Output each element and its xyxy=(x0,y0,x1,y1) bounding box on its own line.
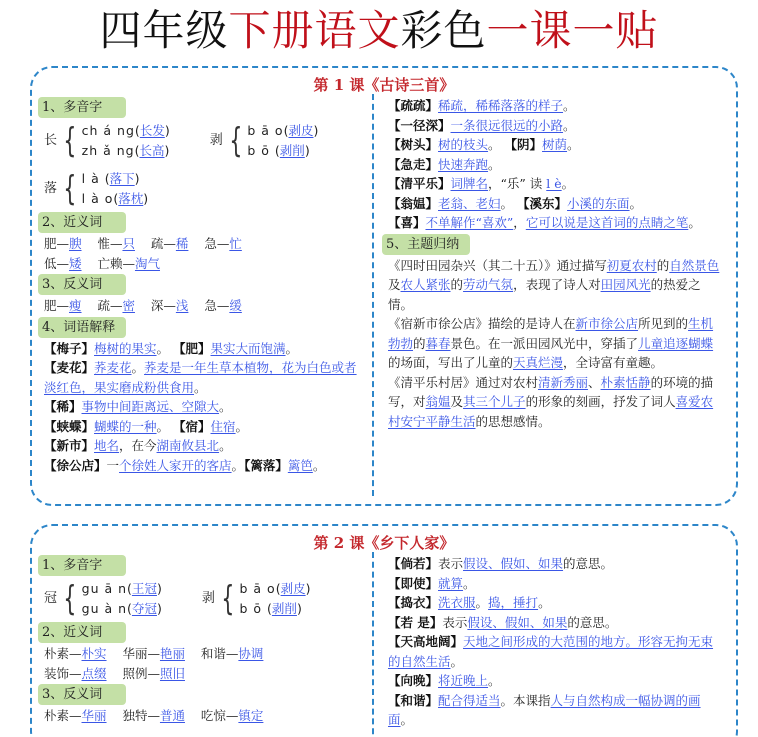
term: 【即使】 xyxy=(388,575,439,591)
key-phrase: 其三个儿子 xyxy=(463,394,526,409)
text: 《清平乐村居》通过对农村 xyxy=(388,374,539,390)
meaning: 一条很远很远的小路 xyxy=(450,117,564,133)
definition-line: 【向晚】将近晚上。 xyxy=(388,673,501,688)
meaning: 荞麦是一年生草本植物，花为白色或者淡红色，果实磨成粉供食用 xyxy=(44,360,357,395)
column-divider xyxy=(372,94,374,496)
definition-line: 【喜】不单解作“喜欢”，它可以说是这首词的点睛之笔。 xyxy=(388,215,701,230)
synonym: 腴 xyxy=(69,236,82,251)
synonym: 忙 xyxy=(229,236,242,251)
meaning: 蝴蝶的一种 xyxy=(94,418,157,434)
term: 【若 是】 xyxy=(388,614,443,630)
brace-icon: { xyxy=(63,579,77,619)
section-synonyms: 2、近义词 xyxy=(38,622,126,643)
definition-line xyxy=(382,554,722,574)
meaning: 词牌名 xyxy=(450,176,489,191)
text: 表示 xyxy=(438,556,464,571)
meaning: 个徐姓人家开的客店 xyxy=(119,457,232,473)
pinyin: b ō xyxy=(239,601,268,616)
word: 吃惊— xyxy=(200,708,239,723)
text: 、 xyxy=(588,374,601,390)
lesson-2-title: 第 2 课《乡下人家》 xyxy=(313,534,455,552)
synonym: 艳丽 xyxy=(159,646,185,661)
meaning: 假设、假如、如果 xyxy=(467,614,568,630)
text: 的意思。 xyxy=(563,556,614,571)
definition-line: 【徐公店】一个徐姓人家开的客店。【篱落】篱笆。 xyxy=(44,457,326,473)
brace-icon: { xyxy=(63,169,77,209)
text: 。本课指 xyxy=(500,692,551,708)
pinyin: gu à n xyxy=(81,601,128,616)
key-phrase: 自然景色 xyxy=(669,257,720,273)
theme-paragraph xyxy=(382,373,722,432)
text: 的 xyxy=(656,257,670,273)
word: 疏— xyxy=(97,298,123,313)
word: 照例— xyxy=(122,665,160,681)
meaning: 洗衣服 xyxy=(438,595,476,610)
key-phrase: 农人紧张 xyxy=(400,277,451,292)
pinyin: zh ǎ ng xyxy=(81,143,135,158)
meaning: l è xyxy=(546,176,562,191)
text: 的思想感情。 xyxy=(475,413,551,429)
synonym-line xyxy=(38,234,368,254)
text: 的 xyxy=(450,277,464,292)
key-phrase: 清新秀丽 xyxy=(538,374,589,390)
key-phrase: 朴素恬静 xyxy=(600,374,651,390)
polyphone-char: 长 xyxy=(44,133,58,149)
polyphone-luo: 落 { l à (落下) l à o(落枕) xyxy=(44,169,149,209)
example-word: 剥皮 xyxy=(280,581,306,596)
term: 【向晚】 xyxy=(388,673,439,688)
synonym: 照旧 xyxy=(159,665,185,681)
text: 所见到的 xyxy=(638,316,689,331)
example-word: 剥皮 xyxy=(288,123,314,138)
word: 肥— xyxy=(44,298,70,313)
synonym: 只 xyxy=(122,236,135,251)
word: 低— xyxy=(44,255,70,271)
section-synonyms: 2、近义词 xyxy=(38,212,126,233)
lesson-1-left-column xyxy=(38,96,368,475)
title-part-volume: 下册语文 xyxy=(228,6,401,55)
example-word: 落枕 xyxy=(118,191,144,206)
definition-line: 【急走】快速奔跑。 xyxy=(388,156,501,172)
text: 的热爱之情。 xyxy=(388,277,701,312)
synonym: 点缀 xyxy=(81,665,107,681)
theme-paragraph xyxy=(382,314,722,373)
antonym: 浅 xyxy=(175,298,189,313)
meaning: 捣，捶打 xyxy=(488,595,539,610)
synonym-line xyxy=(38,664,368,684)
antonym: 普通 xyxy=(159,708,185,723)
synonym-line xyxy=(38,254,368,274)
definition-line xyxy=(382,613,722,633)
example-word: 剥削 xyxy=(271,601,297,616)
meaning: 人与自然构成一幅协调的画面 xyxy=(388,692,701,727)
meaning: 将近晚上 xyxy=(438,673,489,688)
example-word: 长发 xyxy=(139,123,165,138)
definition-line: 【天高地阔】天地之间形成的大范围的地方。形容无拘无束的自然生活。 xyxy=(388,634,714,669)
page-title xyxy=(0,2,758,60)
definition-line: 【蛱蝶】蝴蝶的一种。 【宿】住宿。 xyxy=(44,418,249,434)
pinyin: gu ā n xyxy=(81,581,128,596)
meaning: 树的枝头 xyxy=(438,137,489,152)
meaning: 配合得适当 xyxy=(438,692,501,708)
example-word: 落下 xyxy=(109,171,135,186)
theme-paragraph xyxy=(382,256,722,315)
key-phrase: 翁媪 xyxy=(425,394,451,409)
meaning: 它可以说是这首词的点睛之笔 xyxy=(525,215,689,230)
polyphone-char: 冠 xyxy=(44,591,58,607)
term: 【捣衣】 xyxy=(388,595,439,610)
meaning: 就算 xyxy=(438,575,464,591)
lesson-2-right-column xyxy=(382,554,722,730)
term: 【疏疏】 xyxy=(388,98,439,113)
polyphone-char: 剥 xyxy=(201,591,215,607)
section-polyphones: 1、多音字 xyxy=(38,97,126,118)
lesson-1-card xyxy=(30,66,738,506)
definition-line: 【和谐】配合得适当。本课指人与自然构成一幅协调的画面。 xyxy=(388,692,701,727)
key-phrase: 喜爱农村安宁平静生活 xyxy=(388,394,714,429)
example-word: 长高 xyxy=(139,143,165,158)
text: ，“乐” 读 xyxy=(488,176,547,191)
brace-icon: { xyxy=(63,121,77,161)
text: 的环境的描写，对 xyxy=(388,374,714,409)
word: 独特— xyxy=(122,708,160,723)
polyphone-row xyxy=(38,579,368,619)
term: 【徐公店】 xyxy=(44,457,107,473)
antonym: 缓 xyxy=(229,298,242,313)
polyphone-row xyxy=(38,169,368,209)
text: ， xyxy=(513,215,526,230)
word: 朴素— xyxy=(44,708,82,723)
antonym: 瘦 xyxy=(69,298,82,313)
polyphone-char: 剥 xyxy=(209,133,223,149)
definition-line: 【即使】就算。 xyxy=(388,575,476,591)
text: 及 xyxy=(388,277,401,292)
word: 华丽— xyxy=(122,646,160,661)
column-divider xyxy=(372,552,374,737)
meaning: 老翁、老妇 xyxy=(438,195,501,211)
meaning: 地名 xyxy=(94,438,120,453)
text: ，在今 xyxy=(119,438,157,453)
meaning: 假设、假如、如果 xyxy=(463,556,564,571)
term: 【溪东】 xyxy=(517,195,568,211)
text: 表示 xyxy=(442,614,468,630)
meaning: 事物中间距离远、空隙大 xyxy=(81,399,220,414)
section-polyphones: 1、多音字 xyxy=(38,555,126,576)
pinyin: ch á ng xyxy=(81,123,135,138)
synonym: 协调 xyxy=(238,646,264,661)
text: 景色。在一派田园风光中，穿插了 xyxy=(450,335,639,351)
meaning: 住宿 xyxy=(210,418,236,434)
text: 的 xyxy=(413,335,426,351)
text: 的场面，写出了儿童的 xyxy=(388,355,514,370)
synonym: 稀 xyxy=(175,236,189,251)
term: 【篱落】 xyxy=(244,457,288,473)
lesson-2-left-column xyxy=(38,554,368,726)
section-theme-summary: 5、主题归纳 xyxy=(382,234,470,255)
pinyin: l à o xyxy=(81,191,114,206)
pinyin: b ō xyxy=(247,143,275,158)
meaning: 稀疏，稀稀落落的样子 xyxy=(438,98,564,113)
word: 肥— xyxy=(44,236,70,251)
definition-line: 【树头】树的枝头。 【阴】树荫。 xyxy=(388,137,580,152)
key-phrase: 天真烂漫 xyxy=(513,355,564,370)
meaning: 湖南攸县北 xyxy=(156,438,220,453)
definition-line: 【梅子】梅树的果实。 【肥】果实大而饱满。 xyxy=(44,340,299,356)
example-word: 夺冠 xyxy=(131,601,157,616)
polyphone-row xyxy=(38,121,368,161)
lesson-2-card xyxy=(30,524,738,737)
text: 的形象的刻画，抒发了词人 xyxy=(525,394,676,409)
term: 【阴】 xyxy=(504,137,543,152)
key-phrase: 田园风光 xyxy=(600,277,651,292)
brace-icon: { xyxy=(221,579,235,619)
antonym: 密 xyxy=(122,298,135,313)
pinyin: l à xyxy=(81,171,105,186)
title-part-grade: 四年级 xyxy=(99,6,229,55)
synonym-line xyxy=(38,644,368,664)
meaning: 不单解作“喜欢” xyxy=(425,215,514,230)
meaning: 篱笆 xyxy=(287,457,313,473)
antonym-line xyxy=(38,296,368,316)
definition-line: 【麦花】荞麦花。荞麦是一年生草本植物，花为白色或者淡红色，果实磨成粉供食用。 xyxy=(44,360,357,395)
term: 【宿】 xyxy=(173,418,211,434)
meaning: 梅树的果实 xyxy=(94,340,157,356)
term: 【天高地阔】 xyxy=(388,634,464,649)
definition-line: 【清平乐】词牌名，“乐” 读 l è。 xyxy=(388,176,575,191)
word: 装饰— xyxy=(44,665,82,681)
key-phrase: 新市徐公店 xyxy=(575,316,639,331)
word: 亡赖— xyxy=(97,255,135,271)
word: 急— xyxy=(204,236,230,251)
antonym: 镇定 xyxy=(238,708,264,723)
term: 【树头】 xyxy=(388,137,439,152)
meaning: 荞麦花 xyxy=(94,360,132,375)
word: 疏— xyxy=(150,236,176,251)
term: 【倘若】 xyxy=(388,556,439,571)
example-word: 王冠 xyxy=(131,581,157,596)
section-antonyms: 3、反义词 xyxy=(38,684,126,705)
term: 【急走】 xyxy=(388,156,439,172)
term: 【新市】 xyxy=(44,438,95,453)
term: 【清平乐】 xyxy=(388,176,451,191)
term: 【喜】 xyxy=(388,215,426,230)
antonym: 华丽 xyxy=(81,708,107,723)
term: 【肥】 xyxy=(173,340,211,356)
word: 惟— xyxy=(97,236,123,251)
synonym: 矮 xyxy=(69,255,82,271)
definition-line: 【新市】地名，在今湖南攸县北。 xyxy=(44,438,232,453)
term: 【和谐】 xyxy=(388,692,439,708)
term: 【蛱蝶】 xyxy=(44,418,95,434)
lesson-1-right-column xyxy=(382,96,722,431)
text: 一 xyxy=(106,457,120,473)
meaning: 天地之间形成的大范围的地方。形容无拘无束的自然生活 xyxy=(388,634,714,669)
definition-line: 【一径深】一条很远很远的小路。 xyxy=(388,117,576,133)
key-phrase: 劳动气氛 xyxy=(463,277,514,292)
definition-line: 【捣衣】洗衣服。捣，捶打。 xyxy=(388,595,551,610)
text: ，全诗富有童趣。 xyxy=(563,355,664,370)
brace-icon: { xyxy=(229,121,243,161)
word: 急— xyxy=(204,298,230,313)
text: 的意思。 xyxy=(567,614,618,630)
synonym: 朴实 xyxy=(81,646,107,661)
antonym-line xyxy=(38,706,368,726)
key-phrase: 暮春 xyxy=(425,335,451,351)
word: 和谐— xyxy=(200,646,239,661)
polyphone-chang: 长 { ch á ng(长发) zh ǎ ng(长高) xyxy=(44,121,170,161)
definition-line: 【稀】事物中间距离远、空隙大。 xyxy=(44,399,232,414)
meaning: 树荫 xyxy=(542,137,568,152)
text: 《宿新市徐公店》描绘的是诗人在 xyxy=(388,316,576,331)
text: 《四时田园杂兴（其二十五）》通过描写 xyxy=(388,257,607,273)
polyphone-guan: 冠 { gu ā n(王冠) gu à n(夺冠) xyxy=(44,579,162,619)
pinyin: b ā o xyxy=(247,123,284,138)
text: ，表现了诗人对 xyxy=(513,277,601,292)
definition-line: 【翁媪】老翁、老妇。 【溪东】小溪的东面。 xyxy=(388,195,643,211)
definition-line: 【疏疏】稀疏，稀稀落落的样子。 xyxy=(388,98,576,113)
title-part-one-lesson: 一课一贴 xyxy=(486,6,659,55)
section-antonyms: 3、反义词 xyxy=(38,274,126,295)
term: 【翁媪】 xyxy=(388,195,439,211)
key-phrase: 生机勃勃 xyxy=(388,316,714,351)
text: 及 xyxy=(450,394,464,409)
meaning: 小溪的东面 xyxy=(567,195,630,211)
key-phrase: 初夏农村 xyxy=(606,257,657,273)
lesson-1-title: 第 1 课《古诗三首》 xyxy=(313,76,455,94)
term: 【稀】 xyxy=(44,399,82,414)
term: 【梅子】 xyxy=(44,340,95,356)
meaning: 果实大而饱满 xyxy=(210,340,286,356)
meaning: 快速奔跑 xyxy=(438,156,489,172)
term: 【麦花】 xyxy=(44,360,95,375)
polyphone-bao: 剥 { b ā o(剥皮) b ō (剥削) xyxy=(209,121,319,161)
section-definitions: 4、词语解释 xyxy=(38,317,126,338)
title-part-color: 彩色 xyxy=(400,6,487,55)
example-word: 剥削 xyxy=(279,143,305,158)
term: 【一径深】 xyxy=(388,117,451,133)
polyphone-bao: 剥 { b ā o(剥皮) b ō (剥削) xyxy=(201,579,311,619)
word: 朴素— xyxy=(44,646,82,661)
synonym: 淘气 xyxy=(134,255,160,271)
polyphone-char: 落 xyxy=(44,181,58,197)
key-phrase: 儿童追逐蝴蝶 xyxy=(638,335,714,351)
pinyin: b ā o xyxy=(239,581,276,596)
word: 深— xyxy=(150,298,176,313)
